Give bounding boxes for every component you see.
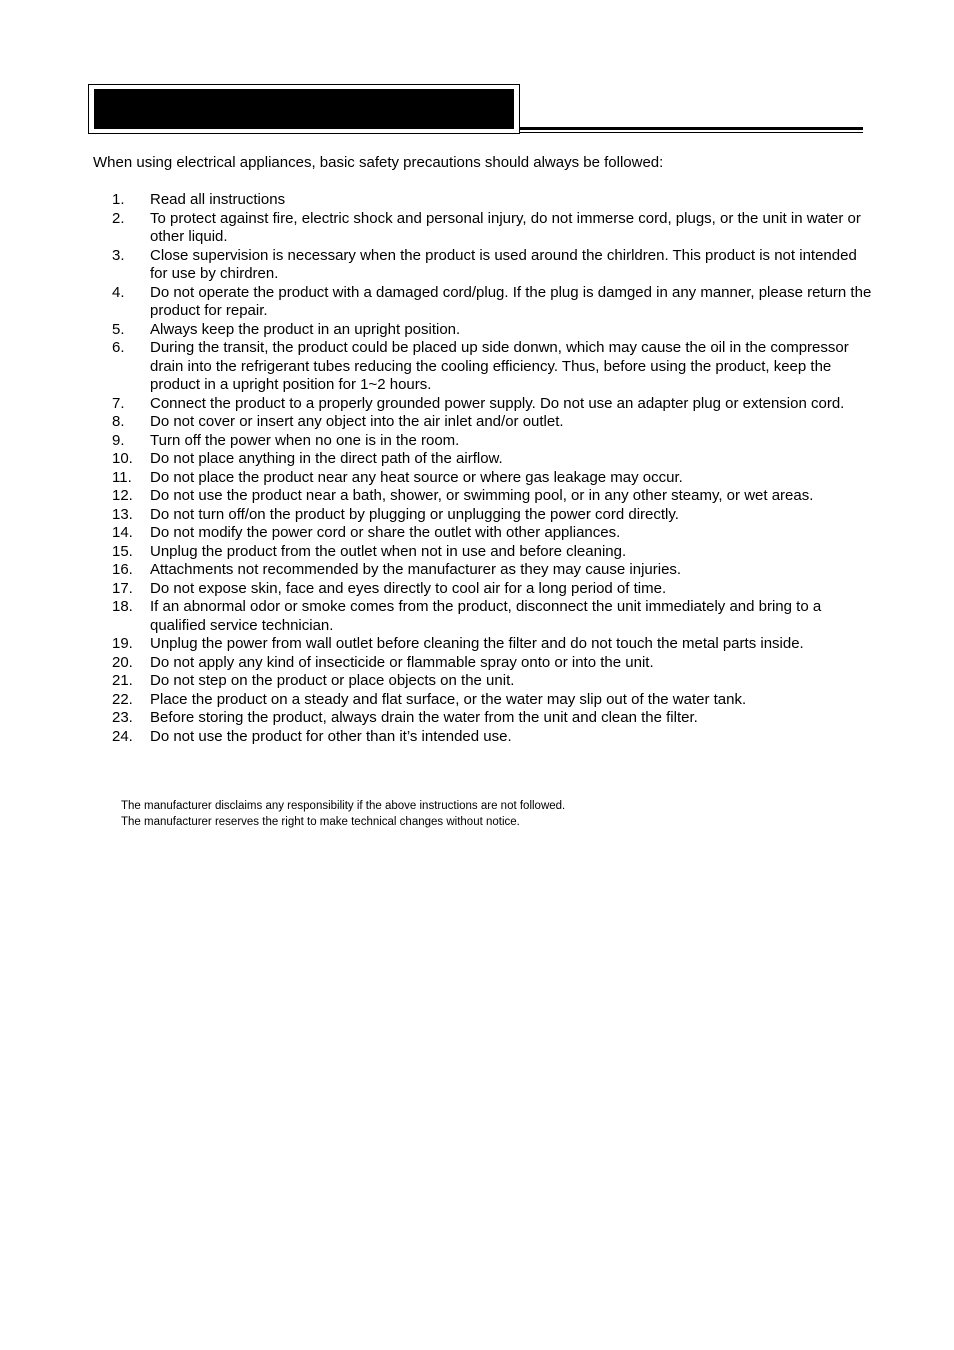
item-number: 17. bbox=[112, 579, 133, 597]
item-number: 7. bbox=[112, 394, 125, 412]
list-item bbox=[112, 672, 872, 691]
item-number: 11. bbox=[112, 468, 132, 486]
item-number: 4. bbox=[112, 283, 125, 301]
item-number: 13. bbox=[112, 505, 133, 523]
item-number: 15. bbox=[112, 542, 133, 560]
item-number: 5. bbox=[112, 320, 125, 338]
item-text: Do not modify the power cord or share the outlet with other appliances. bbox=[150, 524, 621, 541]
header-rule-thick bbox=[520, 127, 863, 130]
list-item bbox=[112, 339, 872, 395]
item-text: Do not apply any kind of insecticide or flammable spray onto or into the unit. bbox=[150, 653, 654, 671]
item-text: Do not operate the product with a damaged cord/plug. If the plug is damged in any manner, please return the product for repair. bbox=[150, 283, 872, 319]
list-item bbox=[112, 191, 872, 210]
item-text: Always keep the product in an upright position. bbox=[150, 320, 461, 338]
intro-text: When using electrical appliances, basic safety precautions should always be followed: bbox=[93, 154, 664, 171]
list-item bbox=[112, 524, 872, 543]
header-rule-thin bbox=[520, 132, 863, 133]
section-header-box bbox=[88, 84, 520, 134]
list-item bbox=[112, 432, 872, 451]
item-text: To protect against fire, electric shock and personal injury, do not immerse cord, plugs, or the unit in water or other liquid. bbox=[150, 209, 861, 245]
item-number: 21. bbox=[112, 672, 133, 689]
list-item bbox=[112, 561, 872, 580]
list-item bbox=[112, 487, 872, 506]
disclaimer-line: The manufacturer disclaims any responsibility if the above instructions are not followed. bbox=[121, 800, 566, 812]
list-item bbox=[112, 543, 872, 562]
list-item bbox=[112, 321, 872, 340]
item-number: 16. bbox=[112, 561, 133, 578]
item-text: Place the product on a steady and flat surface, or the water may slip out of the water tank. bbox=[150, 690, 747, 708]
list-item bbox=[112, 635, 872, 654]
list-item bbox=[112, 469, 872, 488]
list-item bbox=[112, 598, 872, 635]
list-item bbox=[112, 709, 872, 728]
item-text: Unplug the product from the outlet when not in use and before cleaning. bbox=[150, 542, 627, 560]
safety-instructions-list bbox=[112, 191, 872, 746]
disclaimer-line: The manufacturer reserves the right to make technical changes without notice. bbox=[121, 815, 520, 828]
disclaimer-notes bbox=[121, 799, 565, 830]
list-item bbox=[112, 450, 872, 469]
item-number: 1. bbox=[112, 191, 125, 208]
list-item bbox=[112, 691, 872, 710]
item-text: Turn off the power when no one is in the room. bbox=[150, 431, 460, 449]
item-text: Read all instructions bbox=[150, 191, 286, 208]
item-number: 12. bbox=[112, 487, 133, 504]
item-text: Unplug the power from wall outlet before cleaning the filter and do not touch the metal parts inside. bbox=[150, 635, 804, 652]
list-item bbox=[112, 580, 872, 599]
item-text: Close supervision is necessary when the product is used around the chirldren. This product is not intended for use by chirdren. bbox=[150, 246, 857, 282]
item-number: 6. bbox=[112, 339, 125, 356]
item-number: 2. bbox=[112, 209, 125, 227]
list-item bbox=[112, 728, 872, 747]
item-number: 18. bbox=[112, 598, 133, 615]
list-item bbox=[112, 395, 872, 414]
item-number: 14. bbox=[112, 524, 133, 541]
item-text: Do not use the product for other than it’s intended use. bbox=[150, 727, 512, 745]
list-item bbox=[112, 413, 872, 432]
section-header-bar bbox=[94, 89, 514, 129]
item-text: Do not use the product near a bath, shower, or swimming pool, or in any other steamy, or wet areas. bbox=[150, 487, 814, 504]
list-item bbox=[112, 247, 872, 284]
item-text: Do not expose skin, face and eyes directly to cool air for a long period of time. bbox=[150, 579, 667, 597]
item-number: 3. bbox=[112, 246, 125, 264]
item-number: 8. bbox=[112, 413, 125, 430]
item-number: 10. bbox=[112, 450, 133, 467]
list-item bbox=[112, 654, 872, 673]
list-item bbox=[112, 210, 872, 247]
item-text: Do not place anything in the direct path of the airflow. bbox=[150, 450, 503, 467]
item-text: Do not place the product near any heat source or where gas leakage may occur. bbox=[150, 468, 683, 486]
item-text: Do not step on the product or place objects on the unit. bbox=[150, 672, 515, 689]
list-item bbox=[112, 284, 872, 321]
list-item bbox=[112, 506, 872, 525]
item-text: Connect the product to a properly grounded power supply. Do not use an adapter plug or extension cord. bbox=[150, 394, 845, 412]
item-number: 22. bbox=[112, 690, 133, 708]
item-text: Attachments not recommended by the manufacturer as they may cause injuries. bbox=[150, 561, 682, 578]
item-text: If an abnormal odor or smoke comes from the product, disconnect the unit immediately and bring to a qualified service technician. bbox=[150, 598, 822, 634]
item-number: 24. bbox=[112, 727, 133, 745]
item-number: 23. bbox=[112, 709, 133, 726]
item-text: Do not turn off/on the product by plugging or unplugging the power cord directly. bbox=[150, 505, 679, 523]
item-text: Do not cover or insert any object into the air inlet and/or outlet. bbox=[150, 413, 564, 430]
item-text: Before storing the product, always drain the water from the unit and clean the filter. bbox=[150, 709, 698, 726]
item-number: 20. bbox=[112, 653, 133, 671]
item-number: 9. bbox=[112, 431, 125, 449]
item-number: 19. bbox=[112, 635, 133, 652]
item-text: During the transit, the product could be placed up side donwn, which may cause the oil in the compressor drain into the refrigerant tubes reducing the cooling efficiency. Thus, before using the product, keep the product in a upright position for 1~2 hours. bbox=[150, 339, 849, 393]
